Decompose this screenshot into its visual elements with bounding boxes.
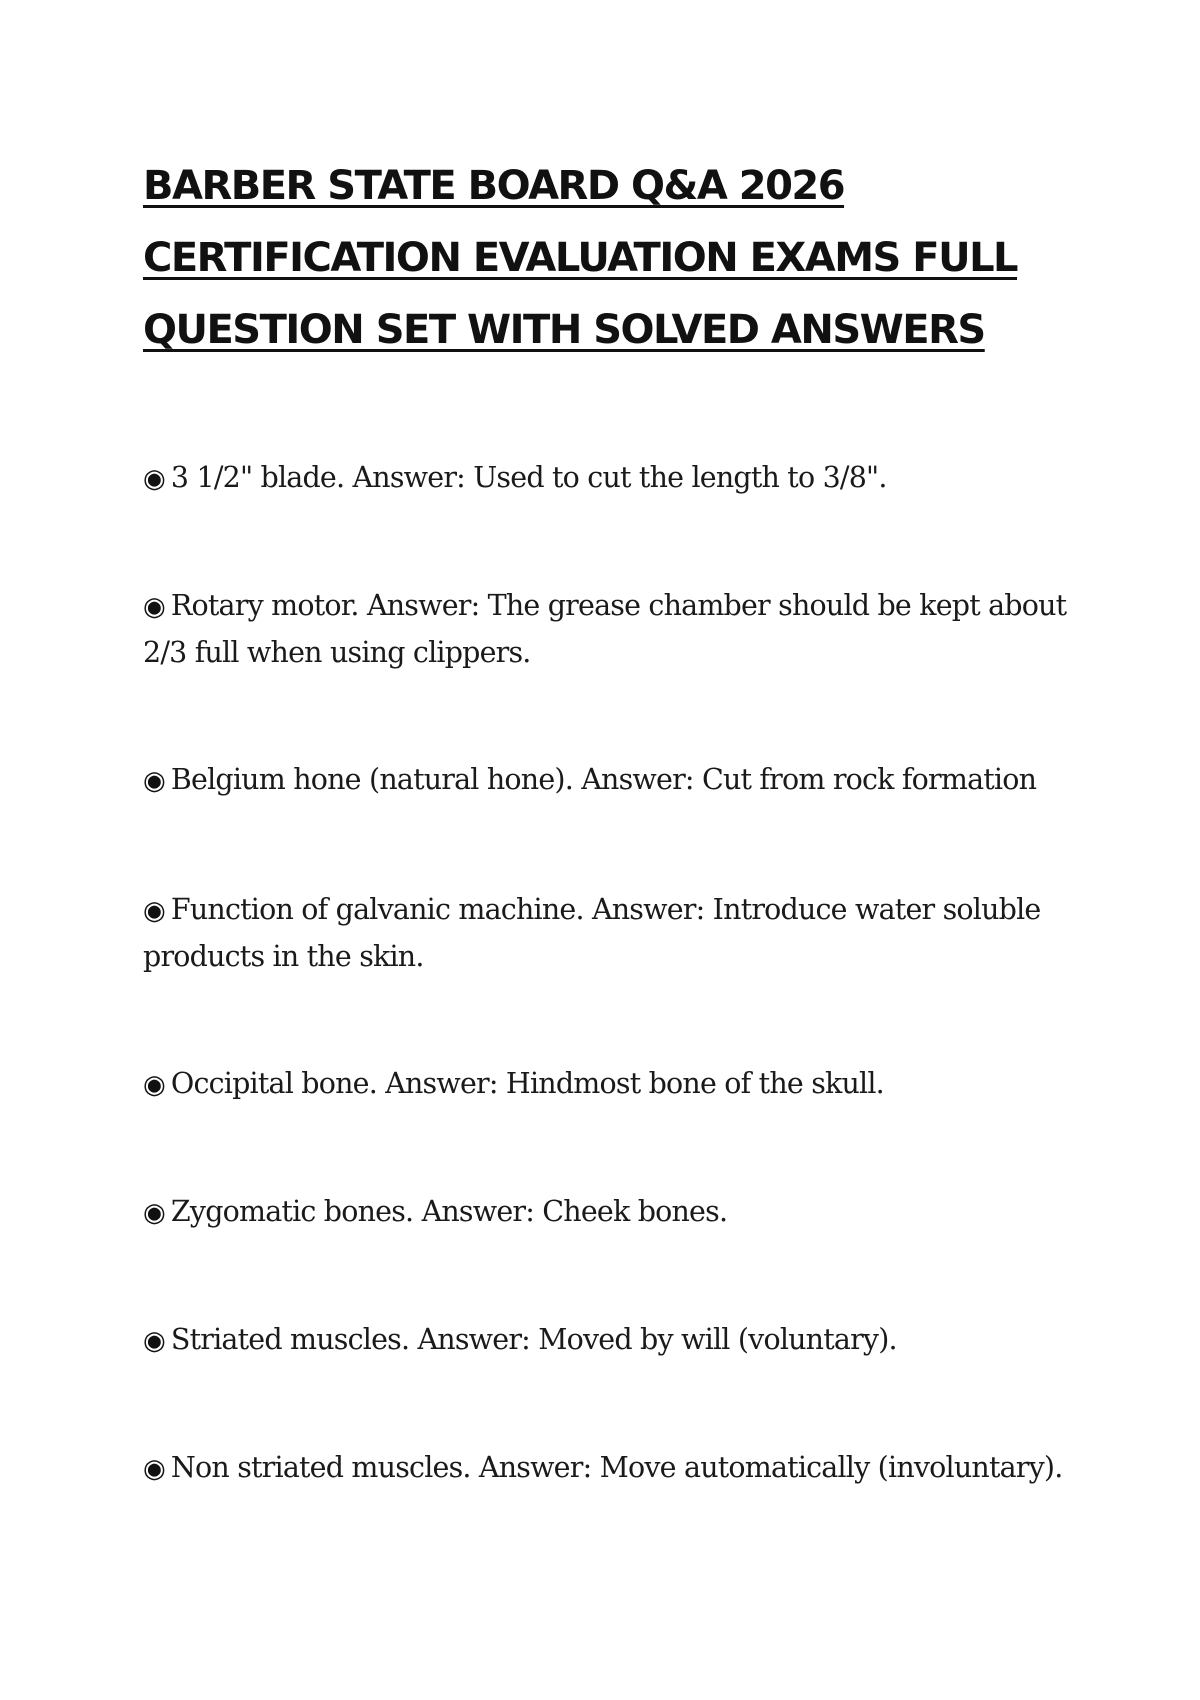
qa-text: Zygomatic bones. Answer: Cheek bones. — [170, 1195, 728, 1228]
bullet-icon: ◉ — [143, 1326, 165, 1356]
title-line-1: BARBER STATE BOARD Q&A 2026 — [143, 163, 845, 209]
qa-text: Striated muscles. Answer: Moved by will (voluntary). — [170, 1323, 897, 1356]
qa-text: 3 1/2" blade. Answer: Used to cut the length to 3/8". — [170, 461, 887, 494]
qa-item — [143, 1061, 1083, 1108]
bullet-icon: ◉ — [143, 1070, 165, 1100]
qa-item — [143, 887, 1083, 980]
title-line-3: QUESTION SET WITH SOLVED ANSWERS — [143, 307, 985, 353]
qa-text: Rotary motor. Answer: The grease chamber should be kept about 2/3 full when using clippers. — [143, 589, 1067, 669]
document-title — [143, 150, 1103, 366]
bullet-icon: ◉ — [143, 766, 165, 796]
qa-text: Function of galvanic machine. Answer: Introduce water soluble products in the skin. — [143, 893, 1041, 973]
bullet-icon: ◉ — [143, 592, 165, 622]
qa-text: Belgium hone (natural hone). Answer: Cut from rock formation — [170, 763, 1037, 796]
title-line-2: CERTIFICATION EVALUATION EXAMS FULL — [143, 235, 1018, 281]
qa-text: Occipital bone. Answer: Hindmost bone of the skull. — [170, 1067, 884, 1100]
qa-item — [143, 757, 1083, 804]
qa-item — [143, 1189, 1083, 1236]
qa-text: Non striated muscles. Answer: Move automatically (involuntary). — [170, 1451, 1063, 1484]
bullet-icon: ◉ — [143, 1454, 165, 1484]
qa-item — [143, 583, 1083, 676]
bullet-icon: ◉ — [143, 896, 165, 926]
qa-item — [143, 1317, 1083, 1364]
qa-item — [143, 455, 1083, 502]
bullet-icon: ◉ — [143, 464, 165, 494]
bullet-icon: ◉ — [143, 1198, 165, 1228]
qa-item — [143, 1445, 1083, 1492]
